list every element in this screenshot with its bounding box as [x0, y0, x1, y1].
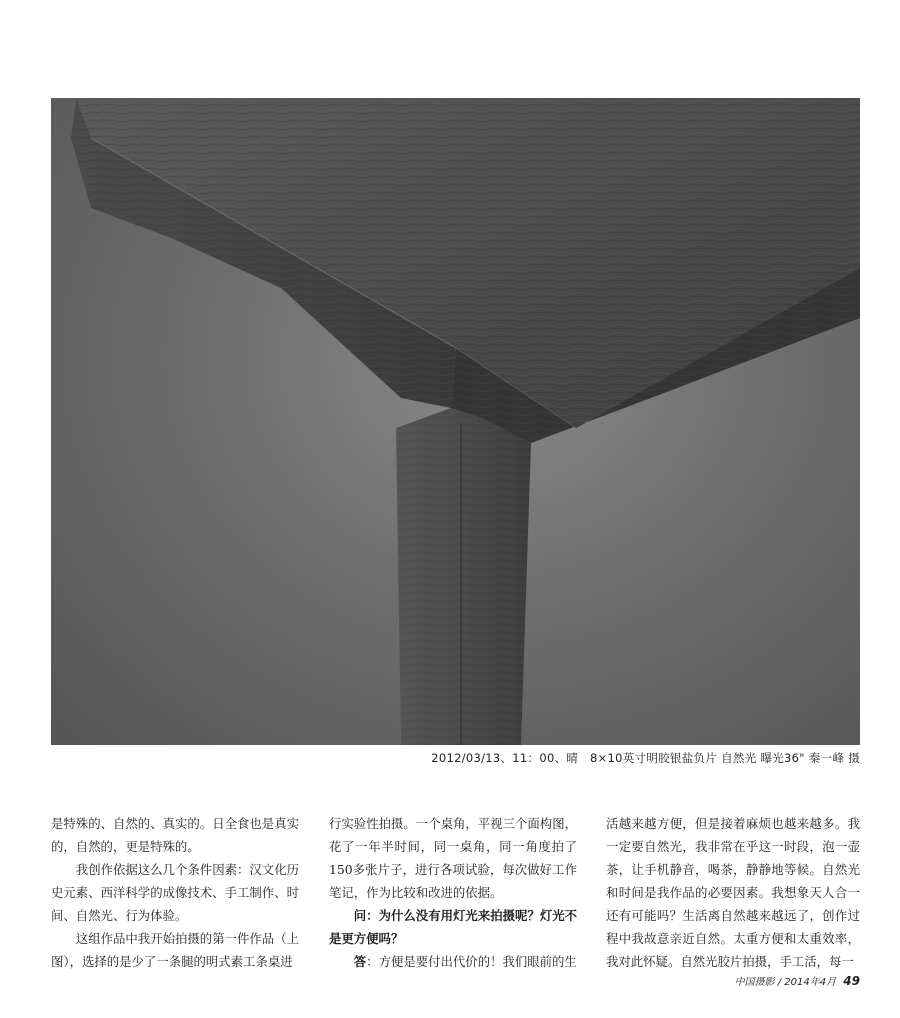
text-column-3 [606, 812, 860, 973]
answer-label: 答 [353, 954, 367, 969]
table-corner-photo [51, 98, 860, 745]
question-label: 问 [353, 908, 367, 923]
page-footer [735, 973, 860, 988]
answer-text: ：方便是要付出代价的！我们眼前的生 [366, 954, 577, 969]
paragraph: 这组作品中我开始拍摄的第一件作品（上图），选择的是少了一条腿的明式素工条桌进 [51, 931, 299, 969]
question-text: ：为什么没有用灯光来拍摄呢？灯光不是更方便吗？ [329, 908, 578, 946]
paragraph: 活越来越方便，但是接着麻烦也越来越多。我一定要自然光，我非常在乎这一时段，泡一壶茶，让手机静音，喝茶，静静地等候。自然光和时间是我作品的必要因素。我想象天人合一还有可能吗？生活离自然越来越远了，创作过程中我故意亲近自然。太重方便和太重效率，我对此怀疑。自然光胶片拍摄，手工活，每一 [606, 816, 860, 969]
paragraph: 行实验性拍摄。一个桌角，平视三个面构图，花了一年半时间，同一桌角，同一角度拍了150多张片子，进行各项试验，每次做好工作笔记，作为比较和改进的依据。 [329, 816, 577, 900]
page-number: 49 [843, 974, 860, 988]
photo-caption: 2012/03/13、11：00、晴 8×10英寸明胶银盐负片 自然光 曝光36" 秦一峰 摄 [431, 751, 860, 765]
paragraph: 我创作依据这么几个条件因素：汉文化历史元素、西洋科学的成像技术、手工制作、时间、自然光、行为体验。 [51, 862, 299, 923]
answer-paragraph [329, 950, 577, 973]
paragraph: 是特殊的、自然的、真实的。日全食也是真实的，自然的，更是特殊的。 [51, 816, 299, 854]
magazine-name: 中国摄影 / 2014年4月 [734, 977, 837, 988]
text-column-2 [329, 812, 577, 973]
photo-illustration [51, 98, 860, 745]
question-paragraph [329, 904, 577, 950]
text-column-1 [51, 812, 299, 973]
